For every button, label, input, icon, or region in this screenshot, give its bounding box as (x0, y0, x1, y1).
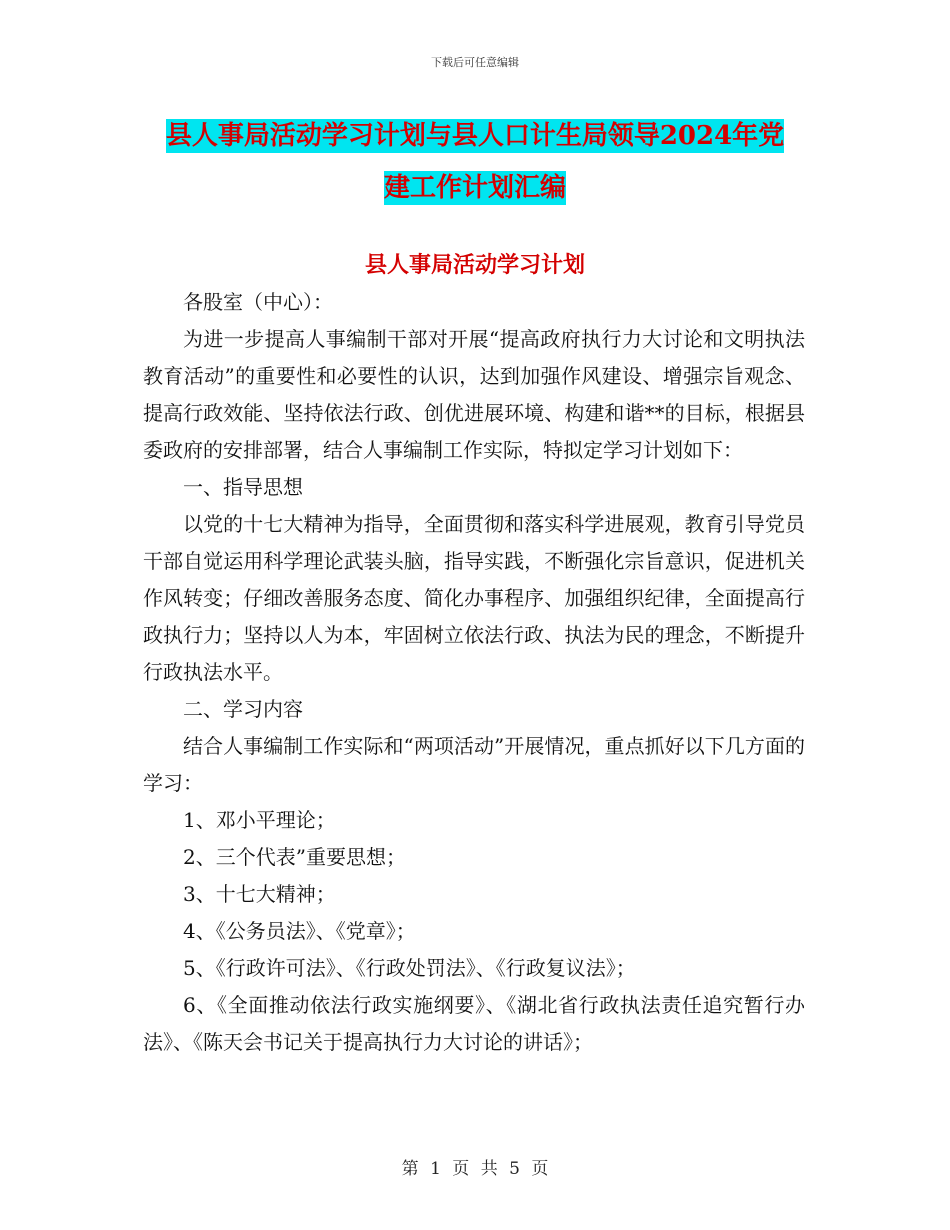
list-item: 1、邓小平理论； (183, 808, 336, 832)
list-item: 3、十七大精神； (183, 882, 336, 906)
document-title-line-2: 建工作计划汇编 (383, 173, 566, 203)
intro-paragraph: 为进一步提高人事编制干部对开展“提高政府执行力大讨论和文明执法教育活动”的重要性和必要性的认识，达到加强作风建设、增强宗旨观念、提高行政效能、坚持依法行政、创优进展环境、构建和谐**的目标，根据县委政府的安排部署，结合人事编制工作实际，特拟定学习计划如下： (143, 327, 805, 462)
salutation: 各股室（中心）： (183, 290, 333, 314)
document-body (143, 284, 805, 1061)
list-item: 6、《全面推动依法行政实施纲要》、《湖北省行政执法责任追究暂行办法》、《陈天会书记关于提高执行力大讨论的讲话》； (143, 993, 805, 1054)
heading-guiding-ideology: 一、指导思想 (183, 475, 303, 499)
page-footer: 第 1 页 共 5 页 (401, 1159, 549, 1179)
guiding-ideology-paragraph: 以党的十七大精神为指导，全面贯彻和落实科学进展观，教育引导党员干部自觉运用科学理论武装头脑，指导实践，不断强化宗旨意识，促进机关作风转变；仔细改善服务态度、简化办事程序、加强组织纪律，全面提高行政执行力；坚持以人为本，牢固树立依法行政、执法为民的理念，不断提升行政执法水平。 (143, 512, 805, 684)
list-item: 5、《行政许可法》、《行政处罚法》、《行政复议法》； (183, 956, 636, 980)
header-note: 下载后可任意编辑 (431, 56, 519, 69)
document-title-line-1: 县人事局活动学习计划与县人口计生局领导2024年党 (165, 121, 785, 151)
heading-study-content: 二、学习内容 (183, 697, 303, 721)
list-item: 2、三个代表”重要思想； (183, 845, 406, 869)
document-title (140, 110, 810, 214)
section-title: 县人事局活动学习计划 (364, 252, 585, 278)
study-content-paragraph: 结合人事编制工作实际和“两项活动”开展情况，重点抓好以下几方面的学习： (143, 734, 805, 795)
list-item: 4、《公务员法》、《党章》； (183, 919, 416, 943)
